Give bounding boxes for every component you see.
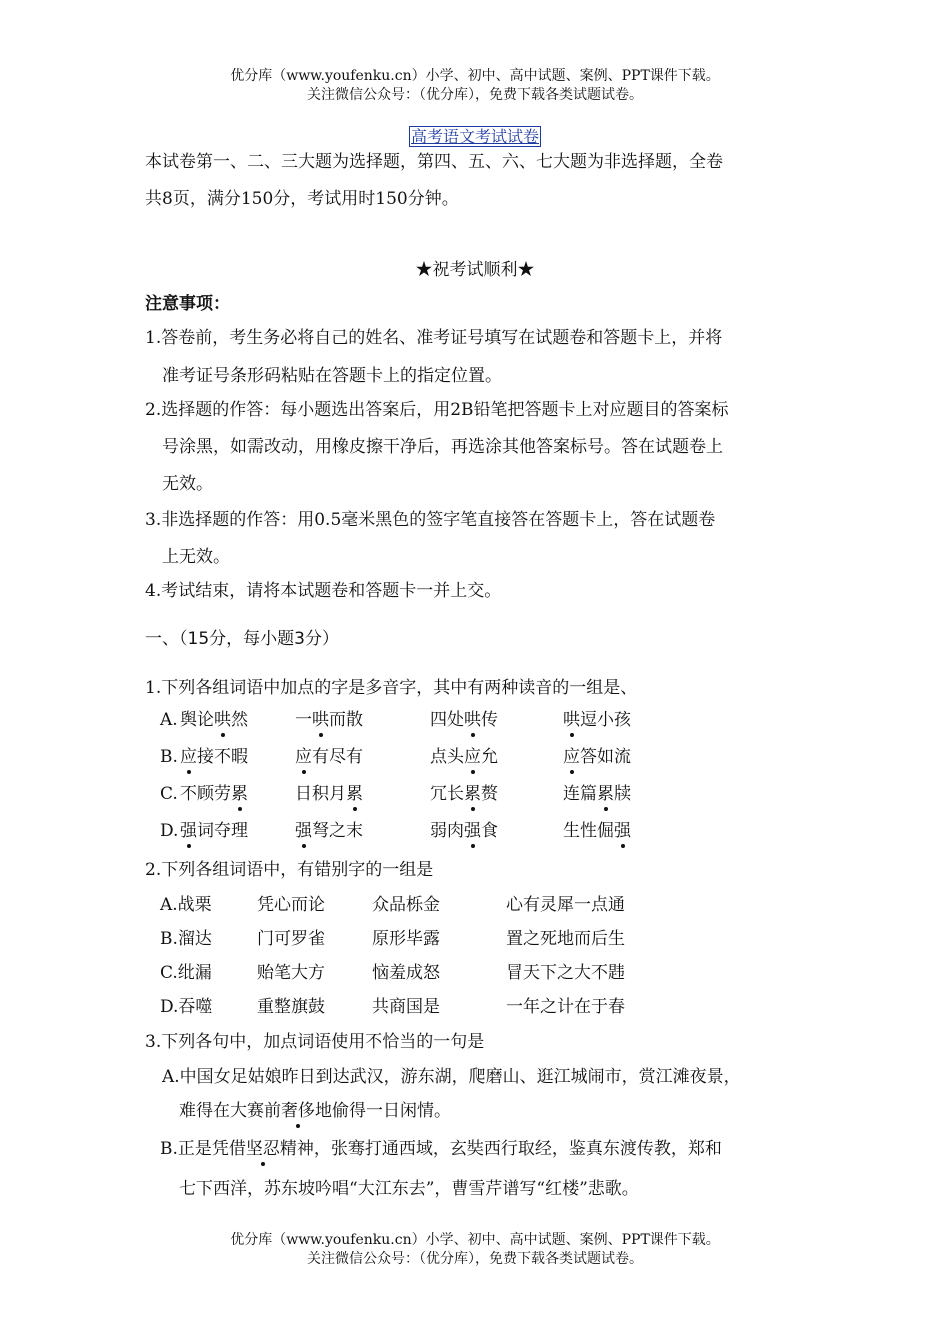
emphasis-char: 哄 <box>464 710 481 730</box>
intro-line-1: 本试卷第一、二、三大题为选择题，第四、五、六、七大题为非选择题，全卷 <box>145 152 723 172</box>
q2-d-col-2: 重整旗鼓 <box>257 997 325 1017</box>
emphasis-char: 强 <box>295 821 312 841</box>
notice-1-line-1: 1.答卷前，考生务必将自己的姓名、准考证号填写在试题卷和答题卡上，并将 <box>145 328 723 348</box>
header-line-1: 优分库（www.youfenku.cn）小学、初中、高中试题、案例、PPT课件下载。 <box>230 68 720 84</box>
header-line-2: 关注微信公众号：（优分库），免费下载各类试题试卷。 <box>307 87 643 103</box>
emphasis-char: 累 <box>231 784 248 804</box>
q1-c-word-2: 日积月累 <box>295 784 363 804</box>
q1-a-word-2: 一哄而散 <box>295 710 363 730</box>
footer-line-1: 优分库（www.youfenku.cn）小学、初中、高中试题、案例、PPT课件下载。 <box>230 1232 720 1248</box>
emphasis-char: 应 <box>295 747 312 767</box>
q1-option-d-label: D. <box>160 821 179 841</box>
q1-d-word-3: 弱肉强食 <box>430 821 498 841</box>
q3-b-line-2: 七下西洋，苏东坡吟唱“大江东去”，曹雪芹谱写“红楼”悲歌。 <box>179 1179 639 1199</box>
q1-a-word-3: 四处哄传 <box>430 710 498 730</box>
emphasis-char: 哄 <box>312 710 329 730</box>
q2-c-col-3: 恼羞成怒 <box>372 963 440 983</box>
emphasis-char: 累 <box>346 784 363 804</box>
q1-b-word-1: 应接不暇 <box>180 747 248 767</box>
q1-b-word-2: 应有尽有 <box>295 747 363 767</box>
notice-2-line-1: 2.选择题的作答：每小题选出答案后，用2B铅笔把答题卡上对应题目的答案标 <box>145 400 729 420</box>
good-luck-banner: ★祝考试顺利★ <box>415 260 535 280</box>
q2-b-col-4: 置之死地而后生 <box>506 929 625 949</box>
q1-d-word-4: 生性倔强 <box>563 821 631 841</box>
q1-option-a-label: A. <box>160 710 178 730</box>
emphasis-char: 强 <box>180 821 197 841</box>
exam-title <box>0 126 950 148</box>
emphasis-word: 奢侈 <box>281 1101 315 1121</box>
intro-line-2: 共8页，满分150分，考试用时150分钟。 <box>145 189 459 209</box>
q2-b-col-1: B.溜达 <box>160 929 212 949</box>
emphasis-char: 累 <box>597 784 614 804</box>
emphasis-char: 应 <box>563 747 580 767</box>
notice-3-line-2: 上无效。 <box>162 547 230 567</box>
exam-title-link[interactable]: 高考语文考试试卷 <box>410 127 539 146</box>
q1-b-word-4: 应答如流 <box>563 747 631 767</box>
q2-a-col-4: 心有灵犀一点通 <box>506 895 625 915</box>
q2-d-col-4: 一年之计在于春 <box>506 997 625 1017</box>
emphasis-char: 应 <box>180 747 197 767</box>
emphasis-char: 强 <box>464 821 481 841</box>
q2-c-col-4: 冒天下之大不韪 <box>506 963 625 983</box>
q1-c-word-3: 冗长累赘 <box>430 784 498 804</box>
q1-d-word-2: 强弩之末 <box>295 821 363 841</box>
q2-a-col-1: A.战栗 <box>160 895 212 915</box>
q1-option-b-label: B. <box>160 747 178 767</box>
q2-a-col-3: 众品栎金 <box>372 895 440 915</box>
q2-c-col-1: C.纰漏 <box>160 963 212 983</box>
notice-3-line-1: 3.非选择题的作答：用0.5毫米黑色的签字笔直接答在答题卡上，答在试题卷 <box>145 510 716 530</box>
emphasis-char: 哄 <box>214 710 231 730</box>
q2-c-col-2: 贻笔大方 <box>257 963 325 983</box>
emphasis-char: 累 <box>464 784 481 804</box>
notice-2-line-2: 号涂黑，如需改动，用橡皮擦干净后，再选涂其他答案标号。答在试题卷上 <box>162 437 723 457</box>
notice-4-line-1: 4.考试结束，请将本试题卷和答题卡一并上交。 <box>145 581 502 601</box>
q1-c-word-4: 连篇累牍 <box>563 784 631 804</box>
q3-a-line-1: A.中国女足姑娘昨日到达武汉，游东湖，爬磨山、逛江城闹市，赏江滩夜景， <box>162 1067 741 1087</box>
q1-stem: 1.下列各组词语中加点的字是多音字，其中有两种读音的一组是、 <box>145 678 638 698</box>
emphasis-word: 坚忍 <box>245 1139 280 1159</box>
emphasis-char: 哄 <box>563 710 580 730</box>
q1-a-word-1: 舆论哄然 <box>180 710 248 730</box>
q3-b-line-1: B.正是凭借坚忍精神，张骞打通西域，玄奘西行取经，鉴真东渡传教，郑和 <box>160 1139 722 1159</box>
notice-2-line-3: 无效。 <box>162 474 213 494</box>
q1-c-word-1: 不顾劳累 <box>180 784 248 804</box>
q3-stem: 3.下列各句中，加点词语使用不恰当的一句是 <box>145 1032 485 1052</box>
notice-1-line-2: 准考证号条形码粘贴在答题卡上的指定位置。 <box>162 366 502 386</box>
notice-heading: 注意事项： <box>145 294 230 314</box>
q2-d-col-3: 共商国是 <box>372 997 440 1017</box>
q2-a-col-2: 凭心而论 <box>257 895 325 915</box>
q1-d-word-1: 强词夺理 <box>180 821 248 841</box>
emphasis-char: 强 <box>614 821 631 841</box>
section-1-heading: 一、（15分，每小题3分） <box>145 629 339 649</box>
q2-d-col-1: D.吞噬 <box>160 997 213 1017</box>
q2-stem: 2.下列各组词语中，有错别字的一组是 <box>145 860 434 880</box>
q1-option-c-label: C. <box>160 784 178 804</box>
q3-a-line-2: 难得在大赛前奢侈地偷得一日闲情。 <box>179 1101 451 1121</box>
q2-b-col-2: 门可罗雀 <box>257 929 325 949</box>
q1-a-word-4: 哄逗小孩 <box>563 710 631 730</box>
q2-b-col-3: 原形毕露 <box>372 929 440 949</box>
emphasis-char: 应 <box>464 747 481 767</box>
q1-b-word-3: 点头应允 <box>430 747 498 767</box>
footer-line-2: 关注微信公众号：（优分库），免费下载各类试题试卷。 <box>307 1251 643 1267</box>
